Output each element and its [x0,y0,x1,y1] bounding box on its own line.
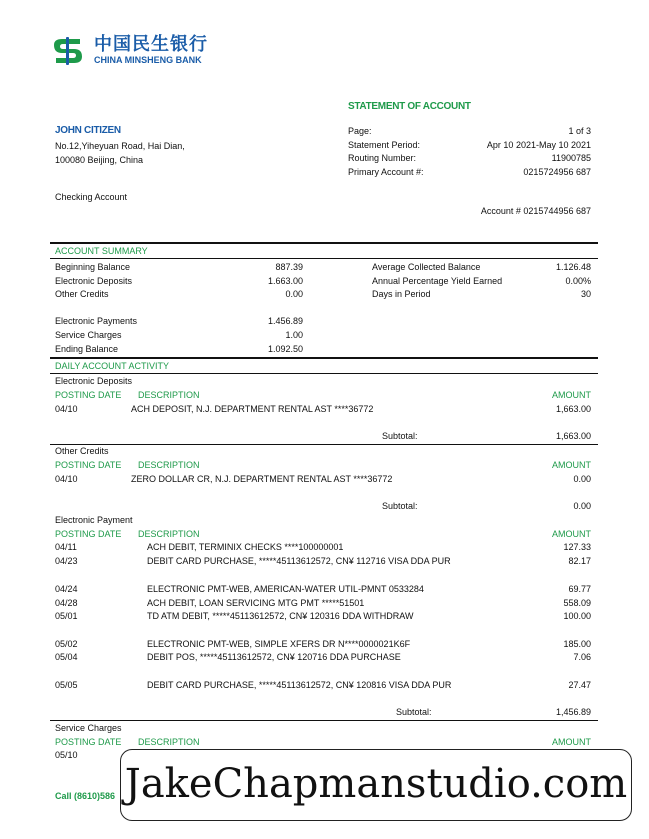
row-date: 05/01 [55,611,78,621]
row-date: 04/24 [55,584,78,594]
section-service-charges: Service Charges [55,723,122,733]
row-description: DEBIT POS, *****45113612572, CN¥ 120716 DDA PURCHASE [147,652,401,662]
row-description: TD ATM DEBIT, *****45113612572, CN¥ 120316 DDA WITHDRAW [147,611,414,621]
summary-label: Days in Period [372,289,431,299]
info-label: Primary Account #: [348,167,424,177]
row-amount: 185.00 [563,639,591,649]
row-description: DEBIT CARD PURCHASE, *****45113612572, CN¥ 120816 VISA DDA PUR [147,680,452,690]
row-description: ACH DEBIT, TERMINIX CHECKS ****100000001 [147,542,344,552]
row-date: 04/10 [55,404,78,414]
col-posting-date: POSTING DATE [55,529,122,539]
col-posting-date: POSTING DATE [55,737,122,747]
row-date: 05/10 [55,750,78,760]
summary-value: 30 [580,289,591,299]
divider [50,373,598,374]
col-amount: AMOUNT [552,737,591,747]
summary-value: 1.126.48 [555,262,591,272]
row-description: ELECTRONIC PMT-WEB, AMERICAN-WATER UTIL-PMNT 0533284 [147,584,424,594]
row-date: 05/04 [55,652,78,662]
row-amount: 7.06 [573,652,591,662]
row-date: 04/10 [55,474,78,484]
row-date: 05/02 [55,639,78,649]
row-amount: 558.09 [563,598,591,608]
row-amount: 82.17 [568,556,591,566]
row-amount: 27.47 [568,680,591,690]
minsheng-logo-icon [50,36,86,66]
info-label: Page: [348,126,372,136]
summary-label: Other Credits [55,289,109,299]
subtotal-value: 1,663.00 [555,431,591,441]
row-amount: 0.00 [573,474,591,484]
col-amount: AMOUNT [552,529,591,539]
summary-label: Service Charges [55,330,122,340]
col-posting-date: POSTING DATE [55,390,122,400]
watermark-banner: JakeChapmanstudio.com [120,749,632,821]
col-description: DESCRIPTION [138,460,200,470]
daily-activity-title: DAILY ACCOUNT ACTIVITY [55,361,170,371]
bank-name-chinese: 中国民生银行 [94,34,208,55]
section-electronic-deposits: Electronic Deposits [55,376,133,386]
col-description: DESCRIPTION [138,737,200,747]
customer-address-line1: No.12,Yiheyuan Road, Hai Dian, [55,141,185,151]
col-amount: AMOUNT [552,390,591,400]
summary-label: Average Collected Balance [372,262,481,272]
row-description: ACH DEPOSIT, N.J. DEPARTMENT RENTAL AST ****36772 [131,404,374,414]
row-description: ACH DEBIT, LOAN SERVICING MTG PMT *****51501 [147,598,365,608]
account-summary-title: ACCOUNT SUMMARY [55,246,148,256]
summary-value: 1.00 [285,330,303,340]
summary-value: 887.39 [275,262,303,272]
account-type: Checking Account [55,192,128,202]
row-description: ZERO DOLLAR CR, N.J. DEPARTMENT RENTAL AST ****36772 [131,474,393,484]
summary-value: 1.663.00 [267,276,303,286]
subtotal-label: Subtotal: [382,431,418,441]
row-date: 04/11 [55,542,77,552]
info-value: 11900785 [551,153,591,163]
subtotal-label: Subtotal: [382,501,418,511]
customer-address-line2: 100080 Beijing, China [55,155,144,165]
summary-label: Ending Balance [55,344,119,354]
row-date: 05/05 [55,680,78,690]
row-amount: 127.33 [563,542,591,552]
row-amount: 69.77 [568,584,591,594]
subtotal-value: 0.00 [573,501,591,511]
row-date: 04/23 [55,556,78,566]
info-label: Routing Number: [348,153,417,163]
summary-label: Electronic Deposits [55,276,133,286]
bank-name-english: CHINA MINSHENG BANK [94,55,202,65]
section-electronic-payment: Electronic Payment [55,515,133,525]
summary-label: Beginning Balance [55,262,131,272]
info-value: 1 of 3 [568,126,591,136]
row-description: DEBIT CARD PURCHASE, *****45113612572, CN¥ 112716 VISA DDA PUR [147,556,451,566]
col-amount: AMOUNT [552,460,591,470]
summary-label: Electronic Payments [55,316,138,326]
subtotal-value: 1,456.89 [555,707,591,717]
col-description: DESCRIPTION [138,529,200,539]
summary-value: 0.00 [285,289,303,299]
col-description: DESCRIPTION [138,390,200,400]
customer-name: JOHN CITIZEN [55,125,121,136]
info-value: 0215724956 687 [523,167,591,177]
summary-value: 0.00% [565,276,591,286]
info-value: Apr 10 2021-May 10 2021 [486,140,591,150]
footer-call-number: Call (8610)586 [55,791,116,801]
divider [50,720,598,721]
info-label: Statement Period: [348,140,421,150]
divider [50,357,598,359]
statement-title: STATEMENT OF ACCOUNT [348,101,471,112]
row-date: 04/28 [55,598,78,608]
summary-value: 1.092.50 [267,344,303,354]
col-posting-date: POSTING DATE [55,460,122,470]
summary-value: 1.456.89 [267,316,303,326]
subtotal-label: Subtotal: [396,707,432,717]
divider [50,444,598,445]
divider [50,258,598,259]
account-number: Account # 0215744956 687 [480,206,591,216]
row-amount: 100.00 [563,611,591,621]
summary-label: Annual Percentage Yield Earned [372,276,503,286]
row-description: ELECTRONIC PMT-WEB, SIMPLE XFERS DR N****0000021K6F [147,639,411,649]
divider [50,242,598,244]
row-amount: 1,663.00 [555,404,591,414]
section-other-credits: Other Credits [55,446,109,456]
